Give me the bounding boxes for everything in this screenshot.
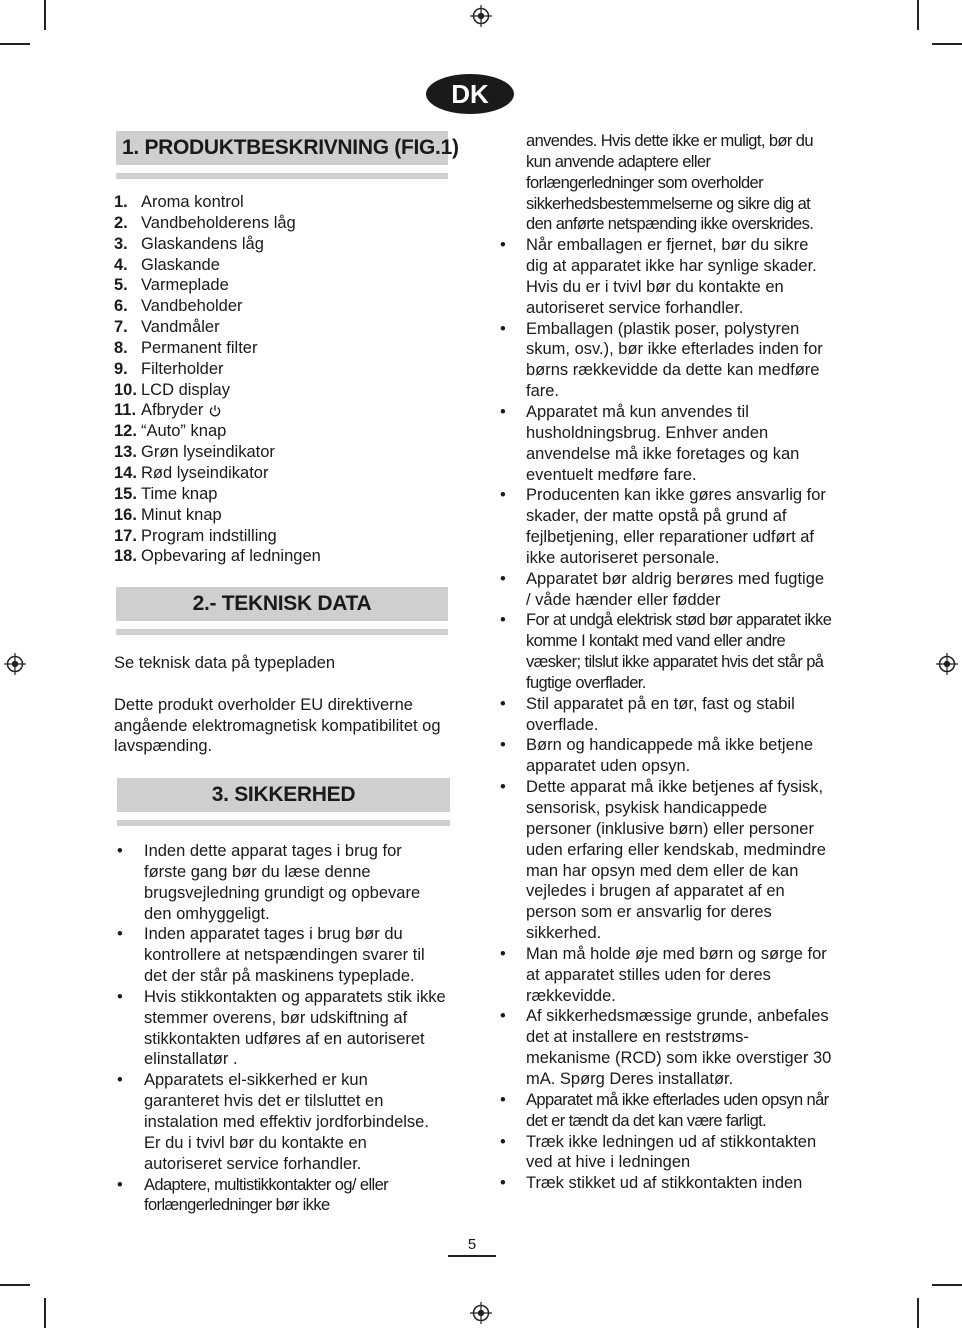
section-divider [116, 173, 448, 179]
list-item: • Producenten kan ikke gøres ansvarlig for skader, der matte opstå på grund af fejlbetjening, eller reparationer udført af ikke autoriseret personale. [500, 486, 826, 567]
list-item: • Træk stikket ud af stikkontakten inden [500, 1174, 803, 1193]
list-item: 4. Glaskande [114, 255, 220, 274]
list-item: 2. Vandbeholderens låg [114, 213, 296, 232]
section-heading-text: 2.- TEKNISK DATA [192, 592, 372, 615]
list-item: 14. Rød lyseindikator [114, 463, 269, 482]
section-divider [117, 820, 450, 826]
list-item: • Af sikkerhedsmæssige grunde, anbefales det at installere en reststrøms- mekanisme (RCD) som ikke overstiger 30 mA. Spørg Deres installatør. [500, 1007, 832, 1088]
list-item: 16. Minut knap [114, 505, 222, 524]
registration-mark-icon [470, 1302, 492, 1324]
list-item: • Inden apparatet tages i brug bør du kontrollere at netspændingen svarer til det der står på maskinens typeplade. [117, 925, 425, 986]
safety-list-left [114, 841, 446, 1216]
list-item: 17. Program indstilling [114, 526, 277, 545]
paragraph: Se teknisk data på typepladen [114, 654, 336, 672]
crop-mark-top-right-v [917, 0, 919, 30]
list-item: • Børn og handicappede må ikke betjene apparatet uden opsyn. [500, 736, 814, 776]
list-item: • Apparatet må ikke efterlades uden opsyn når det er tændt da det kan være farligt. [500, 1090, 829, 1130]
section-heading-sikkerhed [117, 778, 450, 812]
list-item: • Dette apparat må ikke betjenes af fysisk, sensorisk, psykisk handicappede personer (inklusive børn) eller personer uden erfaring eller kendskab, medmindre man har opsyn med dem eller de kan vejledes i brugen af apparatet af en person som er ansvarlig for deres sikkerhed. [500, 778, 826, 943]
list-item: 5. Varmeplade [114, 276, 229, 295]
list-item: • For at undgå elektrisk stød bør apparatet ikke komme I kontakt med vand eller andre væsker; tilslut ikke apparatet hvis det står på fugtige overflader. [500, 611, 832, 692]
list-item: 12. “Auto” knap [114, 422, 227, 441]
list-item: 18. Opbevaring af ledningen [114, 547, 321, 566]
list-item: • Når emballagen er fjernet, bør du sikre dig at apparatet ikke har synlige skader. Hvis du er i tvivl bør du kontakte en autoriseret service forhandler. [500, 236, 817, 317]
crop-mark-bottom-left-h [0, 1284, 30, 1286]
list-item: • Apparatet må kun anvendes til husholdningsbrug. Enhver anden anvendelse må ikke foretages og kan eventuelt medføre fare. [500, 402, 800, 484]
crop-mark-bottom-right-h [932, 1284, 962, 1286]
list-item: 7. Vandmåler [114, 318, 220, 337]
section-divider [116, 629, 448, 635]
crop-mark-top-right-h [932, 43, 962, 45]
list-item: • Stil apparatet på en tør, fast og stabil overflade. [500, 694, 795, 734]
list-item: • Apparatet bør aldrig berøres med fugtige / våde hænder eller fødder [500, 569, 825, 609]
section-heading-text: 3. SIKKERHED [211, 783, 356, 806]
power-icon [208, 404, 222, 418]
safety-list-right [500, 131, 832, 1194]
page-number: 5 [467, 1236, 477, 1253]
registration-mark-icon [936, 653, 958, 675]
product-parts-list [114, 192, 454, 567]
list-item: 3. Glaskandens låg [114, 234, 264, 253]
crop-mark-top-left-v [44, 0, 46, 30]
registration-mark-icon [470, 5, 492, 27]
continued-paragraph: anvendes. Hvis dette ikke er muligt, bør du kun anvende adaptere eller forlængerledninger som overholder sikkerhedsbestemmelserne og sikre dig at den anførte netspænding ikke overskrides. [526, 132, 814, 234]
registration-mark-icon [4, 653, 26, 675]
crop-mark-bottom-right-v [917, 1298, 919, 1328]
list-item: 10. LCD display [114, 380, 230, 399]
section-heading-produktbeskrivning [116, 131, 459, 165]
section-heading-text: 1. PRODUKTBESKRIVNING (FIG.1) [122, 136, 459, 159]
page-number-rule [448, 1255, 496, 1257]
list-item: • Inden dette apparat tages i brug for første gang bør du læse denne brugsvejledning grundigt og opbevare den omhyggeligt. [117, 842, 421, 923]
list-item: • Man må holde øje med børn og sørge for at apparatet stilles uden for deres rækkevidde. [500, 944, 827, 1005]
list-item: 13. Grøn lyseindikator [114, 443, 275, 462]
list-item: • Træk ikke ledningen ud af stikkontakten ved at hive i ledningen [500, 1132, 817, 1172]
list-item: • Emballagen (plastik poser, polystyren skum, osv.), bør ikke efterlades inden for børns rækkevidde da dette kan medføre fare. [500, 319, 823, 401]
list-item: • Apparatets el-sikkerhed er kun garanteret hvis det er tilsluttet en instalation med effektiv jordforbindelse. Er du i tvivl bør du kontakte en autoriseret service forhandler. [117, 1071, 429, 1173]
crop-mark-top-left-h [0, 43, 30, 45]
language-badge: DK [426, 74, 514, 114]
crop-mark-bottom-left-v [44, 1298, 46, 1328]
list-item: 15. Time knap [114, 484, 218, 503]
list-item: 1. Aroma kontrol [114, 193, 244, 211]
list-item: 11. Afbryder [114, 400, 454, 421]
paragraph: Dette produkt overholder EU direktiverne angående elektromagnetisk kompatibilitet og lavspænding. [114, 695, 441, 756]
list-item: 6. Vandbeholder [114, 297, 243, 316]
section-heading-teknisk-data [116, 587, 448, 621]
technical-data-text [114, 653, 448, 757]
list-item: • Adaptere, multistikkontakter og/ eller forlængerledninger bør ikke [117, 1175, 389, 1215]
list-item: • Hvis stikkontakten og apparatets stik ikke stemmer overens, bør udskiftning af stikkontakten udføres af en autoriseret elinstallatør . [117, 987, 446, 1069]
list-item: 9. Filterholder [114, 359, 224, 378]
list-item: 8. Permanent filter [114, 338, 258, 357]
